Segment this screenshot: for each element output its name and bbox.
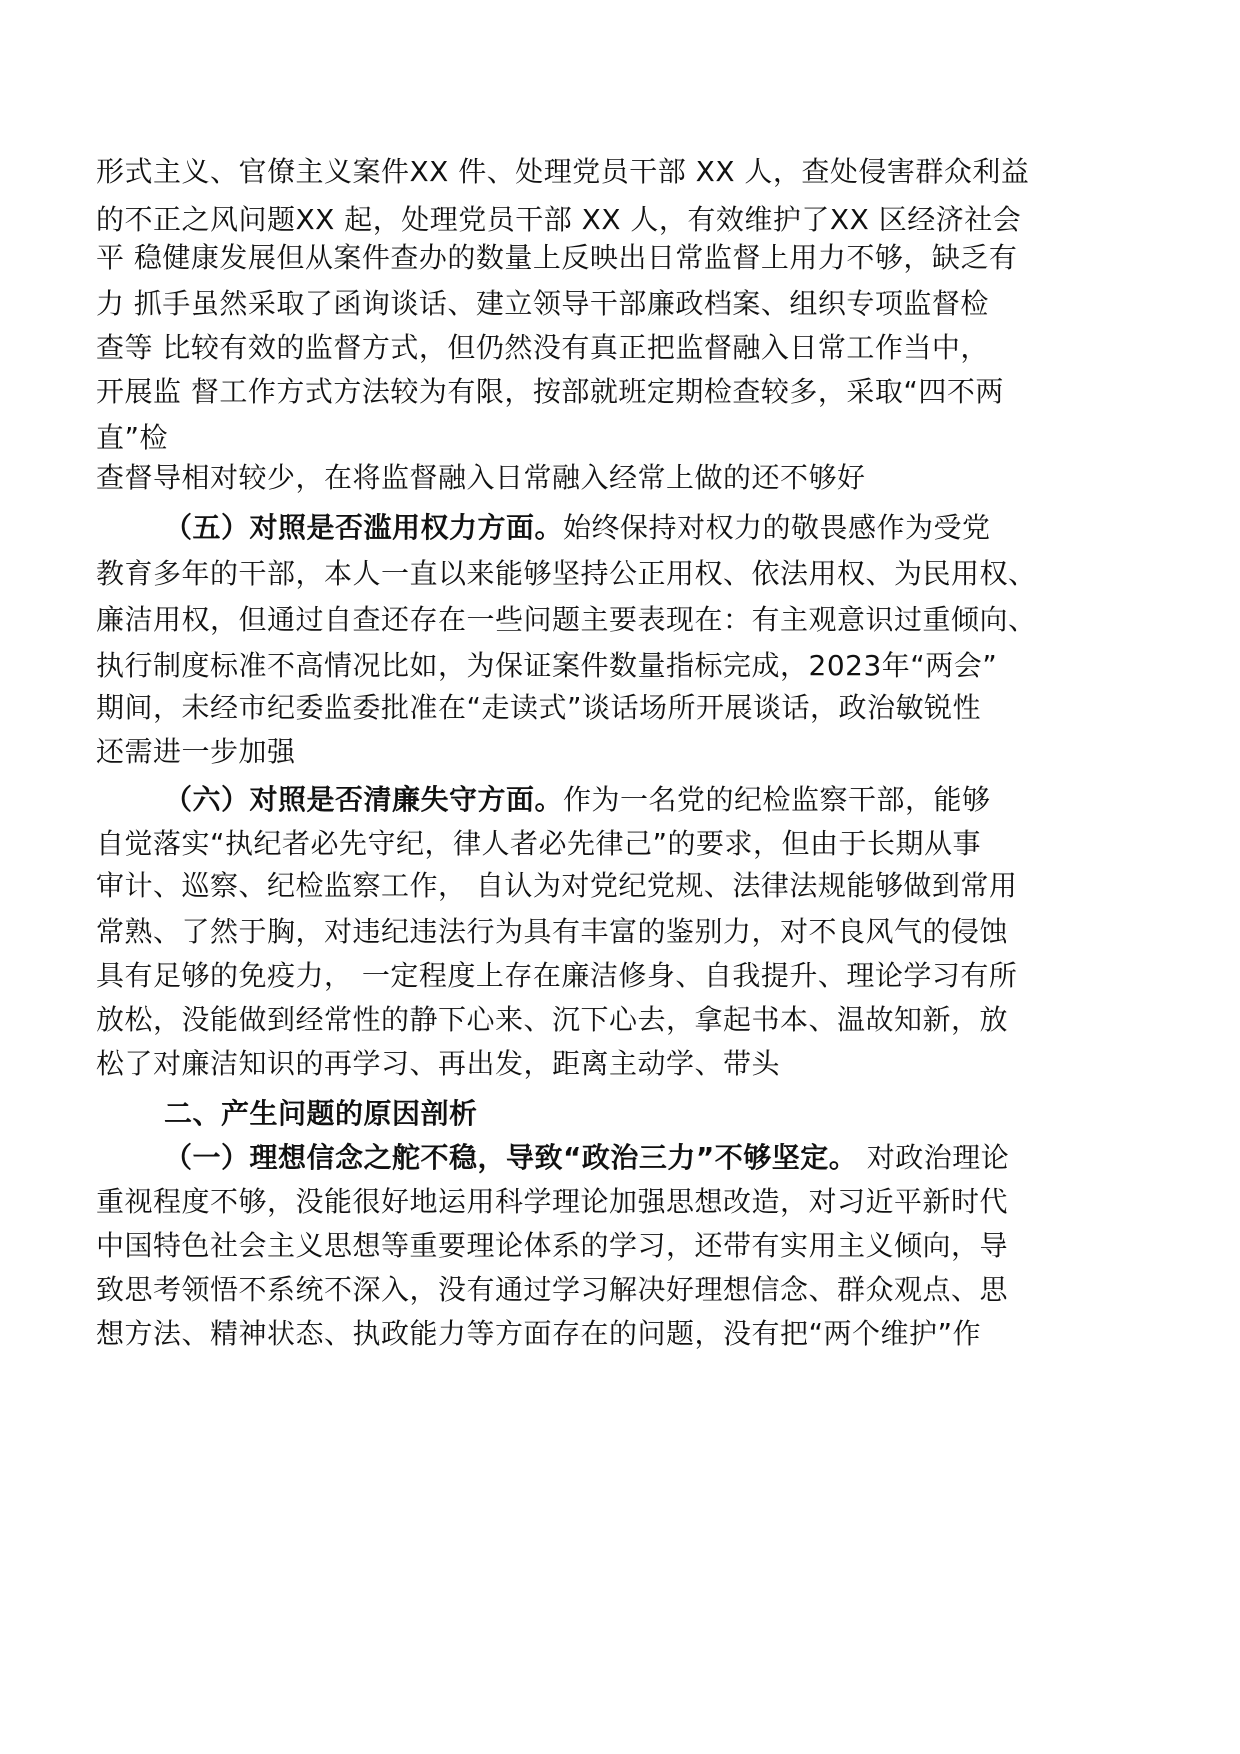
text-line <box>96 1273 1008 1307</box>
text-line <box>96 691 981 725</box>
body-text: 放松，没能做到经常性的静下心来、沉下心去，拿起书本、温故知新，放 <box>96 1003 1009 1036</box>
text-line <box>96 1229 1008 1263</box>
body-text: 致思考领悟不系统不深入，没有通过学习解决好理想信念、群众观点、思 <box>96 1273 1009 1306</box>
text-line <box>96 915 1008 949</box>
heading-text: （六）对照是否清廉失守方面。 <box>164 783 564 816</box>
text-line <box>96 869 1017 903</box>
body-text: 期间，未经市纪委监委批准在“走读式”谈话场所开展谈话，政治敏锐性 <box>96 691 982 724</box>
body-text: 常熟、了然于胸，对违纪违法行为具有丰富的鉴别力，对不良风气的侵蚀 <box>96 915 1009 948</box>
text-line <box>96 557 1037 591</box>
body-text: 始终保持对权力的敬畏感作为受党 <box>563 511 991 544</box>
body-text: 开展监 督工作方式方法较为有限，按部就班定期检查较多，采取“四不两 <box>96 375 1004 408</box>
body-text: 教育多年的干部，本人一直以来能够坚持公正用权、依法用权、为民用权、 <box>96 557 1037 590</box>
heading-text: 二、产生问题的原因剖析 <box>164 1097 478 1130</box>
heading-text: （五）对照是否滥用权力方面。 <box>164 511 564 544</box>
text-line <box>96 603 1037 637</box>
text-line <box>96 375 1004 409</box>
text-line <box>96 421 168 455</box>
body-text: 查督导相对较少，在将监督融入日常融入经常上做的还不够好 <box>96 461 866 494</box>
body-text: 力 抓手虽然采取了函询谈话、建立领导干部廉政档案、组织专项监督检 <box>96 287 989 320</box>
heading-text: （一）理想信念之舵不稳，导致“政治三力”不够坚定。 <box>164 1141 858 1174</box>
text-line <box>96 735 296 769</box>
text-line <box>96 155 1029 189</box>
text-line <box>96 461 866 495</box>
text-line <box>96 959 1017 993</box>
body-text: 想方法、精神状态、执政能力等方面存在的问题，没有把“两个维护”作 <box>96 1317 982 1350</box>
body-text: 自觉落实“执纪者必先守纪，律人者必先律己”的要求，但由于长期从事 <box>96 827 982 860</box>
body-text: 直”检 <box>96 421 169 454</box>
text-line <box>96 1185 1008 1219</box>
body-text: 松了对廉洁知识的再学习、再出发，距离主动学、带头 <box>96 1047 781 1080</box>
body-text: 中国特色社会主义思想等重要理论体系的学习，还带有实用主义倾向，导 <box>96 1229 1009 1262</box>
body-text: 重视程度不够，没能很好地运用科学理论加强思想改造，对习近平新时代 <box>96 1185 1009 1218</box>
text-line <box>96 331 989 365</box>
text-line <box>96 1047 780 1081</box>
text-line <box>164 511 991 545</box>
text-line <box>96 241 1017 275</box>
body-text: 具有足够的免疫力， 一定程度上存在廉洁修身、自我提升、理论学习有所 <box>96 959 1018 992</box>
body-text: 查等 比较有效的监督方式，但仍然没有真正把监督融入日常工作当中， <box>96 331 989 364</box>
text-line <box>96 203 1021 237</box>
body-text: 作为一名党的纪检监察干部，能够 <box>563 783 991 816</box>
body-text: 形式主义、官僚主义案件XX 件、处理党员干部 XX 人，查处侵害群众利益 <box>96 155 1030 188</box>
text-line <box>164 783 991 817</box>
text-line <box>96 1003 1008 1037</box>
body-text: 审计、巡察、纪检监察工作， 自认为对党纪党规、法律法规能够做到常用 <box>96 869 1018 902</box>
body-text: 执行制度标准不高情况比如，为保证案件数量指标完成，2023年“两会” <box>96 649 998 682</box>
text-line <box>96 1317 981 1351</box>
text-line <box>164 1141 1009 1175</box>
body-text: 平 稳健康发展但从案件查办的数量上反映出日常监督上用力不够，缺乏有 <box>96 241 1018 274</box>
text-line <box>164 1097 478 1131</box>
text-line <box>96 649 997 683</box>
text-line <box>96 287 989 321</box>
body-text: 廉洁用权，但通过自查还存在一些问题主要表现在：有主观意识过重倾向、 <box>96 603 1037 636</box>
body-text: 的不正之风问题XX 起，处理党员干部 XX 人，有效维护了XX 区经济社会 <box>96 203 1022 236</box>
body-text: 对政治理论 <box>857 1141 1010 1174</box>
body-text: 还需进一步加强 <box>96 735 296 768</box>
text-line <box>96 827 981 861</box>
